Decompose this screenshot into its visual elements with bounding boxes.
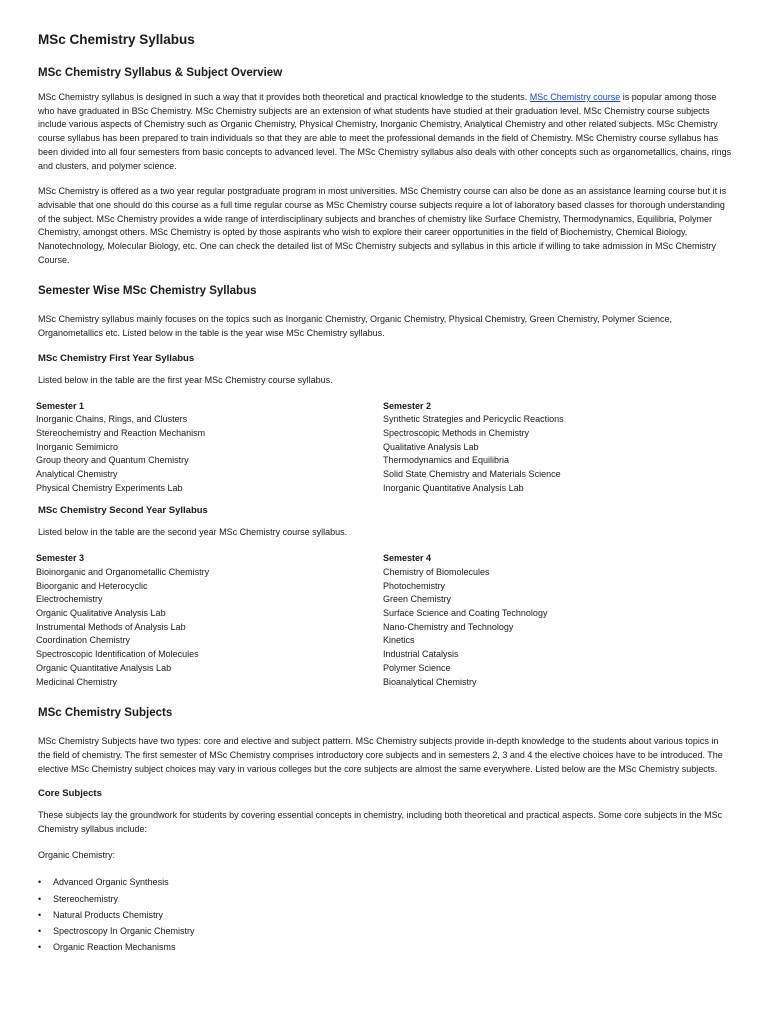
semester-1-column — [36, 400, 383, 496]
second-year-table — [36, 552, 732, 689]
overview-p1-before: MSc Chemistry syllabus is designed in such a way that it provides both theoretical and practical knowledge to the students. — [38, 92, 530, 102]
subject-item: Group theory and Quantum Chemistry — [36, 455, 189, 466]
subject-item: Inorganic Semimicro — [36, 441, 119, 452]
semester-1-heading: Semester 1 — [36, 400, 85, 411]
msc-chemistry-course-link[interactable]: MSc Chemistry course — [529, 92, 621, 102]
semester-4-heading: Semester 4 — [383, 553, 432, 564]
subject-item: Bioanalytical Chemistry — [383, 676, 477, 687]
organic-chemistry-label: Organic Chemistry: — [38, 849, 116, 860]
subject-item: Bioinorganic and Organometallic Chemistry — [36, 566, 210, 577]
subject-item: Coordination Chemistry — [36, 635, 131, 646]
overview-paragraph-2: MSc Chemistry is offered as a two year regular postgraduate program in most universities. MSc Chemistry course can also be done as an assistance learning course but it is advisable that one should do this course as a full time regular course as MSc Chemistry course subjects require a lot of laboratory based classes for thorough understanding of the subject. MSc Chemistry provides a wide range of interdisciplinary subjects and branches of chemistry like Surface Chemistry, Thermodynamics, Equilibria, Polymer Chemistry, amongst others. MSc Chemistry is opted by those aspirants who wish to explore their career opportunities in the field of Biochemistry, Chemical Biology, Nanotechnology, Molecular Biology, etc. One can check the detailed list of MSc Chemistry subjects and syllabus in this article if willing to take admission in MSc Chemistry Course. — [38, 186, 727, 265]
subject-item: Electrochemistry — [36, 594, 103, 605]
subject-item: Polymer Science — [383, 662, 451, 673]
first-year-intro: Listed below in the table are the first year MSc Chemistry course syllabus. — [38, 374, 333, 385]
semester-wise-intro: MSc Chemistry syllabus mainly focuses on the topics such as Inorganic Chemistry, Organic Chemistry, Physical Chemistry, Green Chemistry, Polymer Science, Organometallics etc. Listed below in the table is the year wise MSc Chemistry syllabus. — [38, 314, 673, 339]
organic-chemistry-list — [38, 874, 732, 955]
overview-p1-after: is popular among those who have graduated in BSc Chemistry. MSc Chemistry subjects are an extension of what students have studied at their graduation level. MSc Chemistry course subjects include various aspects of Chemistry such as Organic Chemistry, Physical Chemistry, Inorganic Chemistry, Analytical Chemistry and other related subjects. MSc Chemistry course syllabus has been prepared to train individuals so that they are able to meet the professional demands in the field of Chemistry. MSc Chemistry course syllabus has been divided into all four semesters from basic concepts to advanced level. The MSc Chemistry syllabus also deals with other concepts such as organometallics, chains, rings and clusters, and polymer science. — [38, 92, 732, 171]
list-item — [38, 923, 732, 939]
subject-item: Instrumental Methods of Analysis Lab — [36, 621, 186, 632]
subject-item: Kinetics — [383, 635, 415, 646]
semester-3-column — [36, 552, 383, 689]
subject-item: Physical Chemistry Experiments Lab — [36, 482, 183, 493]
list-item-label: Natural Products Chemistry — [53, 909, 164, 920]
subject-item: Chemistry of Biomolecules — [383, 566, 490, 577]
subject-item: Stereochemistry and Reaction Mechanism — [36, 427, 206, 438]
second-year-heading: MSc Chemistry Second Year Syllabus — [38, 505, 208, 517]
page-title: MSc Chemistry Syllabus — [38, 32, 195, 47]
subject-item: Qualitative Analysis Lab — [383, 441, 479, 452]
bullet-icon: • — [38, 942, 42, 953]
list-item-label: Advanced Organic Synthesis — [53, 877, 169, 888]
list-item — [38, 907, 732, 923]
list-item-label: Spectroscopy In Organic Chemistry — [53, 926, 195, 937]
subject-item: Surface Science and Coating Technology — [383, 607, 548, 618]
subject-item: Photochemistry — [383, 580, 446, 591]
core-subjects-heading: Core Subjects — [38, 788, 102, 800]
list-item — [38, 874, 732, 890]
subjects-intro: MSc Chemistry Subjects have two types: core and elective and subject pattern. MSc Chemistry subjects provide in-depth knowledge to the students about various topics in the field of chemistry. The first semester of MSc Chemistry comprises introductory core subjects and in semesters 2, 3 and 4 the elective choices have to be introduced. The elective MSc Chemistry subject choices may vary in various colleges but the core subjects are almost the same everywhere. Listed below are the MSc Chemistry subjects. — [38, 736, 723, 774]
bullet-icon: • — [38, 909, 42, 920]
list-item — [38, 939, 732, 955]
core-subjects-intro: These subjects lay the groundwork for students by covering essential concepts in chemistry, including both theoretical and practical aspects. Some core subjects in the MSc Chemistry syllabus include: — [38, 810, 723, 835]
subject-item: Solid State Chemistry and Materials Science — [383, 469, 561, 480]
subject-item: Green Chemistry — [383, 594, 452, 605]
semester-2-column — [383, 400, 730, 496]
subject-item: Bioorganic and Heterocyclic — [36, 580, 148, 591]
second-year-intro: Listed below in the table are the second year MSc Chemistry course syllabus. — [38, 527, 348, 538]
subject-item: Spectroscopic Methods in Chemistry — [383, 427, 530, 438]
subject-item: Organic Quantitative Analysis Lab — [36, 662, 172, 673]
overview-heading: MSc Chemistry Syllabus & Subject Overview — [38, 67, 283, 79]
list-item-label: Organic Reaction Mechanisms — [53, 942, 176, 953]
bullet-icon: • — [38, 893, 42, 904]
first-year-table — [36, 400, 732, 496]
subject-item: Analytical Chemistry — [36, 469, 118, 480]
subject-item: Inorganic Chains, Rings, and Clusters — [36, 414, 188, 425]
subjects-heading: MSc Chemistry Subjects — [38, 707, 173, 720]
list-item-label: Stereochemistry — [53, 893, 119, 904]
bullet-icon: • — [38, 926, 42, 937]
subject-item: Industrial Catalysis — [383, 649, 459, 660]
semester-2-heading: Semester 2 — [383, 400, 432, 411]
first-year-heading: MSc Chemistry First Year Syllabus — [38, 352, 195, 364]
subject-item: Medicinal Chemistry — [36, 676, 118, 687]
semester-3-heading: Semester 3 — [36, 553, 85, 564]
subject-item: Organic Qualitative Analysis Lab — [36, 607, 166, 618]
subject-item: Spectroscopic Identification of Molecules — [36, 649, 199, 660]
subject-item: Thermodynamics and Equilibria — [383, 455, 510, 466]
subject-item: Synthetic Strategies and Pericyclic Reactions — [383, 414, 564, 425]
subject-item: Nano-Chemistry and Technology — [383, 621, 514, 632]
list-item — [38, 891, 732, 907]
bullet-icon: • — [38, 877, 42, 888]
overview-paragraph-1 — [38, 91, 732, 173]
semester-wise-heading: Semester Wise MSc Chemistry Syllabus — [38, 285, 257, 298]
subject-item: Inorganic Quantitative Analysis Lab — [383, 482, 524, 493]
semester-4-column — [383, 552, 730, 689]
